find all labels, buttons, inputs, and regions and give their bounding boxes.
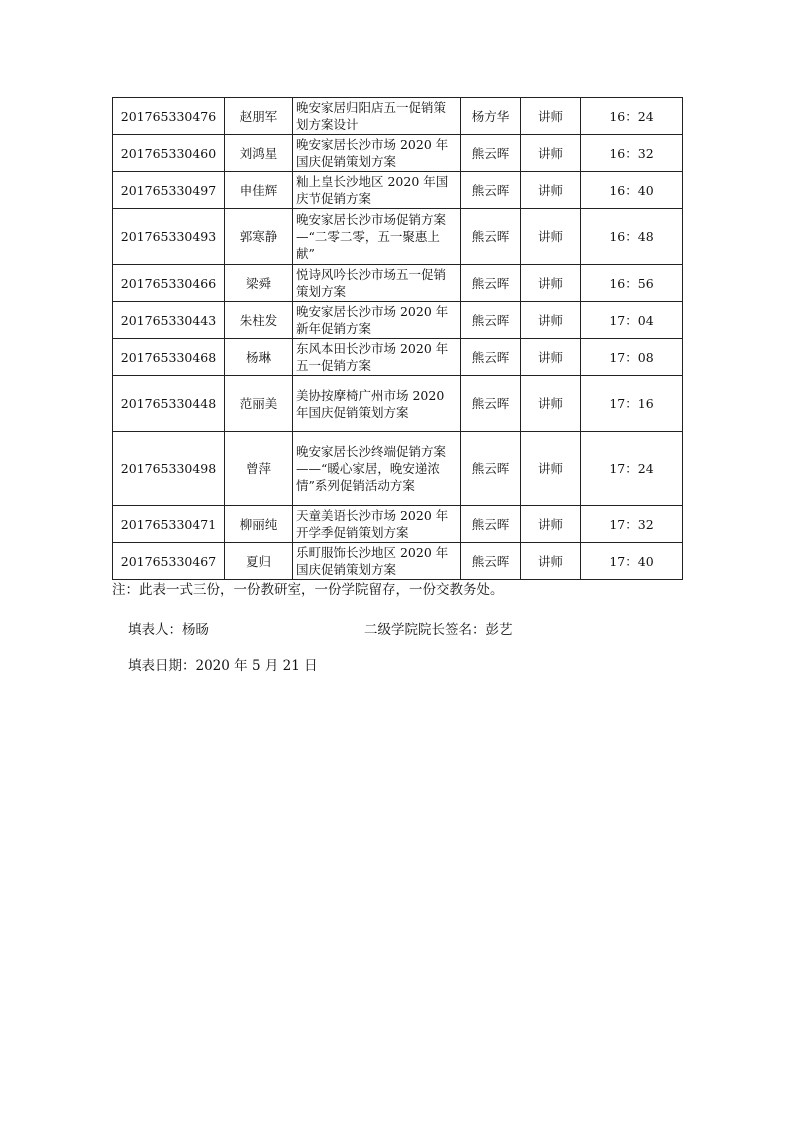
student-id-cell: 201765330471 [113, 506, 225, 543]
table-row [113, 506, 683, 543]
advisor-rank-cell: 讲师 [521, 135, 581, 172]
thesis-title-cell: 晚安家居长沙市场 2020 年新年促销方案 [293, 302, 461, 339]
student-name-cell: 朱柱发 [225, 302, 293, 339]
defense-time-cell: 17：16 [581, 376, 683, 432]
defense-time-cell: 16：40 [581, 172, 683, 209]
student-name-cell: 梁舜 [225, 265, 293, 302]
student-name-cell: 夏归 [225, 543, 293, 580]
advisor-rank-cell: 讲师 [521, 98, 581, 135]
advisor-rank-cell: 讲师 [521, 506, 581, 543]
defense-time-cell: 17：08 [581, 339, 683, 376]
student-id-cell: 201765330493 [113, 209, 225, 265]
defense-time-cell: 17：24 [581, 432, 683, 506]
student-name-cell: 范丽美 [225, 376, 293, 432]
student-id-cell: 201765330443 [113, 302, 225, 339]
advisor-cell: 熊云晖 [461, 543, 521, 580]
distribution-note: 注：此表一式三份，一份教研室，一份学院留存，一份交教务处。 [112, 582, 504, 598]
thesis-title-cell: 晚安家居长沙市场 2020 年国庆促销策划方案 [293, 135, 461, 172]
thesis-title-cell: 晚安家居长沙市场促销方案—“二零二零，五一聚惠上献” [293, 209, 461, 265]
advisor-cell: 熊云晖 [461, 302, 521, 339]
defense-time-cell: 16：48 [581, 209, 683, 265]
advisor-cell: 熊云晖 [461, 172, 521, 209]
dean-signature: 二级学院院长签名：彭艺 [364, 622, 513, 638]
advisor-rank-cell: 讲师 [521, 302, 581, 339]
defense-time-cell: 16：56 [581, 265, 683, 302]
student-id-cell: 201765330497 [113, 172, 225, 209]
table-row [113, 302, 683, 339]
advisor-cell: 熊云晖 [461, 432, 521, 506]
table-row [113, 376, 683, 432]
defense-time-cell: 17：40 [581, 543, 683, 580]
student-id-cell: 201765330468 [113, 339, 225, 376]
defense-time-cell: 16：24 [581, 98, 683, 135]
advisor-cell: 杨方华 [461, 98, 521, 135]
student-name-cell: 赵朋军 [225, 98, 293, 135]
thesis-title-cell: 悦诗风吟长沙市场五一促销策划方案 [293, 265, 461, 302]
student-id-cell: 201765330467 [113, 543, 225, 580]
table-row [113, 339, 683, 376]
advisor-rank-cell: 讲师 [521, 339, 581, 376]
thesis-title-cell: 籼上皇长沙地区 2020 年国庆节促销方案 [293, 172, 461, 209]
table-row [113, 543, 683, 580]
thesis-title-cell: 晚安家居长沙终端促销方案——“暖心家居，晚安递浓情”系列促销活动方案 [293, 432, 461, 506]
advisor-rank-cell: 讲师 [521, 172, 581, 209]
thesis-title-cell: 乐町服饰长沙地区 2020 年国庆促销策划方案 [293, 543, 461, 580]
student-id-cell: 201765330498 [113, 432, 225, 506]
advisor-rank-cell: 讲师 [521, 265, 581, 302]
student-name-cell: 申佳辉 [225, 172, 293, 209]
table-row [113, 432, 683, 506]
fill-date: 填表日期：2020 年 5 月 21 日 [128, 658, 318, 674]
advisor-cell: 熊云晖 [461, 209, 521, 265]
advisor-cell: 熊云晖 [461, 265, 521, 302]
schedule-table [112, 97, 683, 580]
student-name-cell: 柳丽纯 [225, 506, 293, 543]
advisor-rank-cell: 讲师 [521, 376, 581, 432]
thesis-title-cell: 美协按摩椅广州市场 2020 年国庆促销策划方案 [293, 376, 461, 432]
defense-time-cell: 17：04 [581, 302, 683, 339]
schedule-table-body [113, 98, 683, 580]
advisor-rank-cell: 讲师 [521, 209, 581, 265]
advisor-rank-cell: 讲师 [521, 543, 581, 580]
student-id-cell: 201765330460 [113, 135, 225, 172]
student-id-cell: 201765330448 [113, 376, 225, 432]
student-name-cell: 刘鸿星 [225, 135, 293, 172]
student-name-cell: 郭寒静 [225, 209, 293, 265]
advisor-rank-cell: 讲师 [521, 432, 581, 506]
form-filler: 填表人：杨旸 [128, 622, 209, 638]
student-name-cell: 曾萍 [225, 432, 293, 506]
thesis-title-cell: 东风本田长沙市场 2020 年五一促销方案 [293, 339, 461, 376]
advisor-cell: 熊云晖 [461, 135, 521, 172]
thesis-title-cell: 天童美语长沙市场 2020 年开学季促销策划方案 [293, 506, 461, 543]
advisor-cell: 熊云晖 [461, 376, 521, 432]
defense-time-cell: 17：32 [581, 506, 683, 543]
table-row [113, 135, 683, 172]
table-row [113, 209, 683, 265]
defense-time-cell: 16：32 [581, 135, 683, 172]
student-id-cell: 201765330466 [113, 265, 225, 302]
student-id-cell: 201765330476 [113, 98, 225, 135]
advisor-cell: 熊云晖 [461, 339, 521, 376]
table-row [113, 265, 683, 302]
advisor-cell: 熊云晖 [461, 506, 521, 543]
thesis-title-cell: 晚安家居归阳店五一促销策划方案设计 [293, 98, 461, 135]
table-row [113, 98, 683, 135]
table-row [113, 172, 683, 209]
student-name-cell: 杨琳 [225, 339, 293, 376]
